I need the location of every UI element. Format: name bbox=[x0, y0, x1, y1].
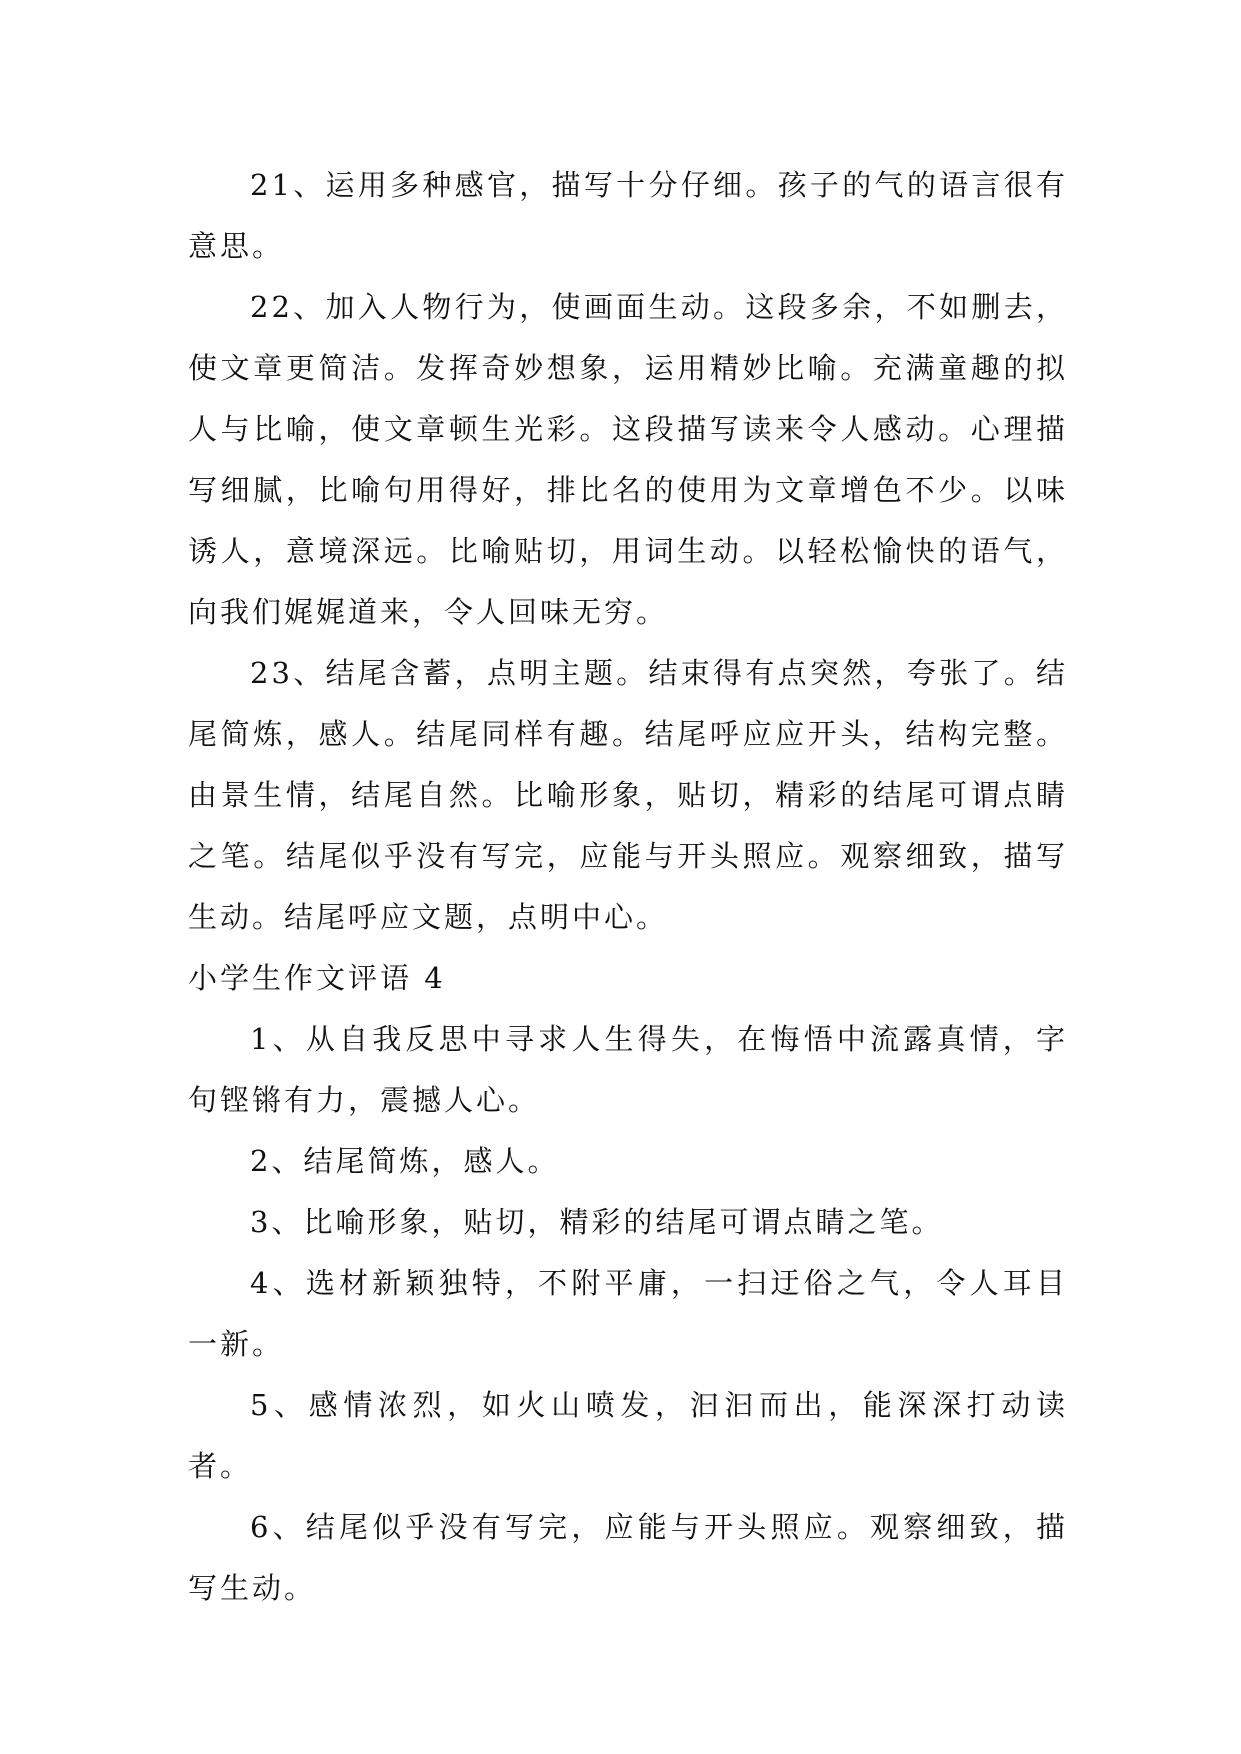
paragraph-5: 5、感情浓烈，如火山喷发，汩汩而出，能深深打动读者。 bbox=[188, 1388, 1068, 1483]
paragraph-22: 22、加入人物行为，使画面生动。这段多余，不如删去，使文章更简洁。发挥奇妙想象，运用精妙比喻。充满童趣的拟人与比喻，使文章顿生光彩。这段描写读来令人感动。心理描写细腻，比喻句用得好，排比名的使用为文章增色不少。以味诱人，意境深远。比喻贴切，用词生动。以轻松愉快的语气，向我们娓娓道来，令人回味无穷。 bbox=[188, 290, 1068, 629]
paragraph-2: 2、结尾简炼，感人。 bbox=[250, 1144, 560, 1178]
section-heading: 小学生作文评语 4 bbox=[188, 961, 446, 995]
document-body bbox=[188, 155, 1068, 1619]
paragraph-6: 6、结尾似乎没有写完，应能与开头照应。观察细致，描写生动。 bbox=[188, 1510, 1068, 1605]
paragraph-3: 3、比喻形象，贴切，精彩的结尾可谓点睛之笔。 bbox=[250, 1205, 944, 1239]
paragraph-23: 23、结尾含蓄，点明主题。结束得有点突然，夸张了。结尾简炼，感人。结尾同样有趣。结尾呼应应开头，结构完整。由景生情，结尾自然。比喻形象，贴切，精彩的结尾可谓点睛之笔。结尾似乎没有写完，应能与开头照应。观察细致，描写生动。结尾呼应文题，点明中心。 bbox=[188, 656, 1068, 934]
paragraph-4: 4、选材新颖独特，不附平庸，一扫迂俗之气，令人耳目一新。 bbox=[188, 1266, 1068, 1361]
paragraph-21: 21、运用多种感官，描写十分仔细。孩子的气的语言很有意思。 bbox=[188, 168, 1068, 263]
paragraph-1: 1、从自我反思中寻求人生得失，在悔悟中流露真情，字句铿锵有力，震撼人心。 bbox=[188, 1022, 1068, 1117]
